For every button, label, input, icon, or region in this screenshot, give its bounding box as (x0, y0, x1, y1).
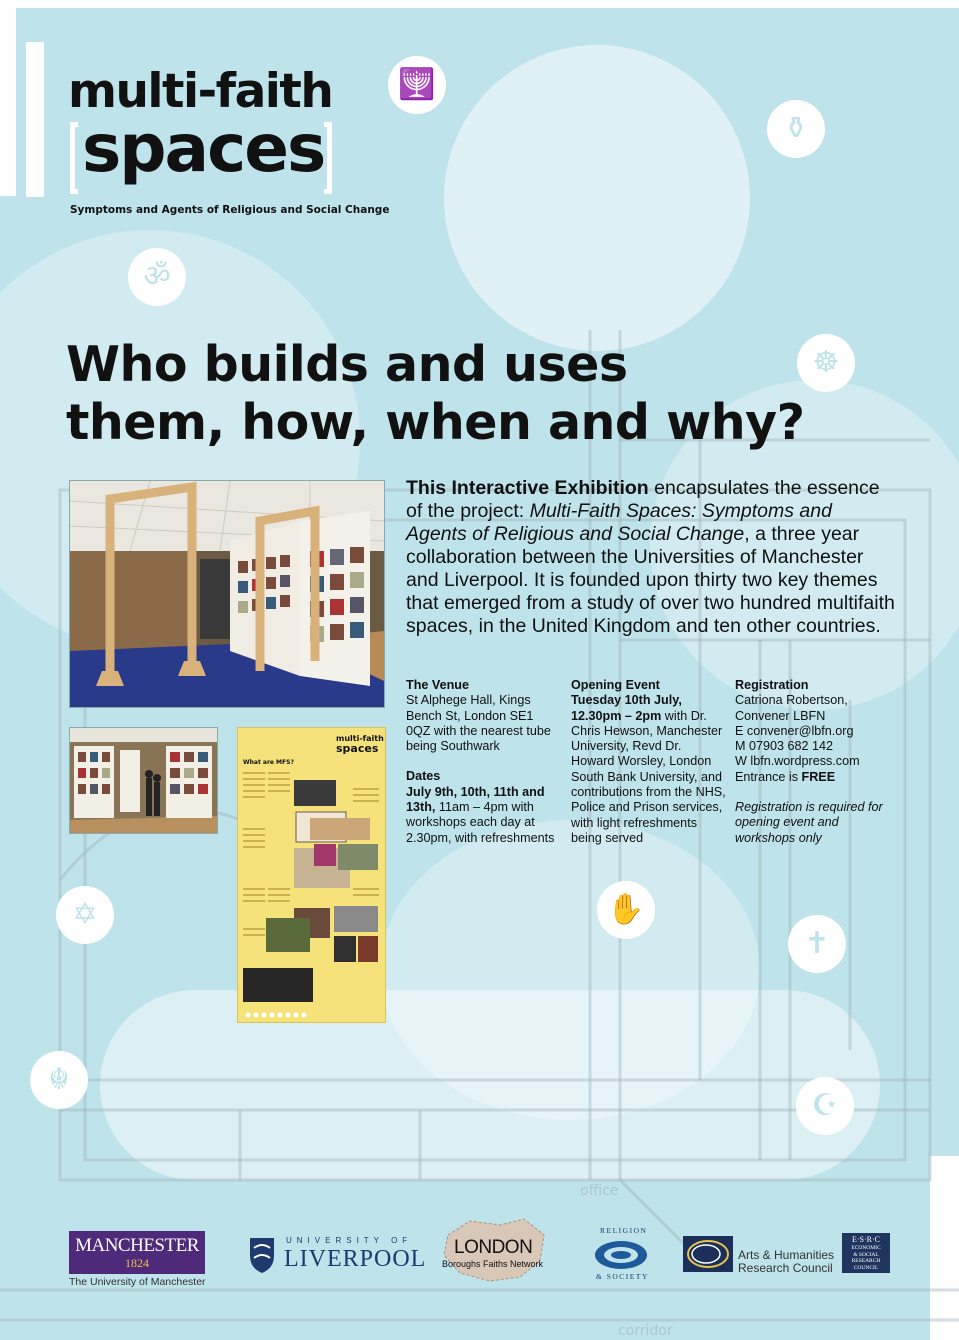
exhibition-panel-preview (237, 727, 386, 1023)
ahrc-line-2: Research Council (738, 1261, 833, 1275)
registration-contact: Catriona Robertson, Convener LBFN (735, 693, 848, 723)
exhibition-photo-main (69, 480, 385, 708)
venue-heading: The Venue (406, 678, 469, 692)
dates-text (406, 785, 556, 846)
email-label: E (735, 723, 744, 738)
dharma-wheel-icon: ☸ (797, 334, 855, 392)
entrance-free: FREE (801, 769, 836, 784)
manchester-logo-box (69, 1231, 205, 1274)
dates-heading: Dates (406, 769, 441, 784)
menorah-icon: 🕎 (388, 56, 446, 114)
registration-heading: Registration (735, 678, 809, 692)
dates-detail: 11am – 4pm with workshops each day at 2.30pm, with refreshments (406, 800, 555, 845)
logo-spaces (70, 110, 332, 194)
exhibition-photo-main-image (70, 481, 384, 707)
intro-text-1: encapsulates the essence of the project: (406, 477, 880, 522)
blueprint-label-office: office (580, 1183, 619, 1199)
web-label: W (735, 754, 747, 769)
esrc-line-2: ECONOMIC (851, 1245, 881, 1251)
religion-society-top: RELIGION (600, 1226, 648, 1235)
logo-tagline: Symptoms and Agents of Religious and Social Change (70, 204, 390, 216)
blueprint-label-corridor: corridor (618, 1323, 673, 1339)
cross-icon: ✝ (788, 915, 846, 973)
registration-note-text: Registration is required for opening event and workshops only (735, 800, 883, 845)
opening-bold: Tuesday 10th July, 12.30pm – 2pm (571, 693, 682, 723)
venue-text: St Alphege Hall, Kings Bench St, London SE1 0QZ with the nearest tube being Southwark (406, 693, 551, 754)
khanda-icon: ☬ (30, 1051, 88, 1109)
registration-email[interactable]: convener@lbfn.org (746, 723, 854, 738)
registration-note (735, 800, 885, 846)
liverpool-logo-top: UNIVERSITY OF (286, 1236, 413, 1245)
registration-column (735, 678, 885, 846)
manchester-logo (69, 1231, 205, 1289)
esrc-line-4: RESEARCH (851, 1258, 881, 1264)
panel-preview-title-1: multi-faith (336, 734, 384, 743)
esrc-line-5: COUNCIL (853, 1264, 879, 1271)
religion-society-logo (588, 1228, 654, 1282)
opening-heading: Opening Event (571, 678, 660, 692)
mobile-label: M (735, 739, 746, 754)
opening-text (571, 693, 727, 846)
lbfn-logo (440, 1217, 550, 1283)
intro-text-2: , a three year collaboration between the Universities of Manchester and Liverpool. It is founded upon thirty two key themes that emerged from a study of over two hundred multifaith spaces, in the United Kingdom and ten other countries. (406, 523, 895, 637)
lbfn-logo-sub: Boroughs Faiths Network (442, 1259, 544, 1269)
liverpool-logo-name: LIVERPOOL (284, 1246, 427, 1272)
logo-spaces-word: spaces (82, 110, 325, 187)
liverpool-logo (248, 1234, 427, 1278)
registration-entrance (735, 770, 885, 785)
ahrc-logo (683, 1236, 833, 1276)
star-of-david-icon: ✡ (56, 886, 114, 944)
headline-line-1: Who builds and uses (66, 336, 628, 393)
exhibition-photo-small (69, 727, 218, 834)
opening-event-column (571, 678, 727, 846)
manchester-logo-name: MANCHESTER (75, 1235, 199, 1256)
registration-mobile-line (735, 739, 885, 754)
lbfn-logo-name: LONDON (454, 1237, 533, 1258)
opening-detail: with Dr. Chris Hewson, Manchester University, Revd Dr. Howard Worsley, London South Bank University, and contributions from the NHS, Police and Prison services, with light refreshments being served (571, 708, 726, 845)
logo-bracket-left (70, 122, 78, 194)
venue-dates-column (406, 678, 556, 846)
dates-bold: July 9th, 10th, 11th and 13th, (406, 784, 545, 815)
intro-project-title: Multi-Faith Spaces: Symptoms and Agents of Religious and Social Change (406, 500, 832, 545)
manchester-logo-year: 1824 (125, 1256, 149, 1270)
manchester-logo-sub: The University of Manchester (69, 1276, 206, 1288)
hand-icon: ✋ (597, 881, 655, 939)
ahrc-line-1: Arts & Humanities (738, 1248, 835, 1262)
logo-bracket-right (324, 122, 332, 194)
registration-web-line (735, 754, 885, 769)
crescent-icon: ☪ (796, 1077, 854, 1135)
headline (66, 336, 926, 452)
urn-icon: ⚱ (767, 100, 825, 158)
religion-society-bottom: & SOCIETY (596, 1272, 649, 1281)
entrance-text: Entrance is (735, 769, 802, 784)
panel-preview-title-2: spaces (336, 742, 379, 755)
esrc-line-3: & SOCIAL (853, 1251, 879, 1258)
om-icon: ॐ (128, 248, 186, 306)
registration-mobile: 07903 682 142 (749, 739, 834, 754)
intro-lead: This Interactive Exhibition (406, 477, 649, 499)
esrc-logo (842, 1233, 890, 1273)
exhibition-photo-small-image (70, 728, 217, 833)
liverpool-crest-icon (248, 1236, 276, 1274)
intro-paragraph (406, 477, 896, 638)
registration-email-line (735, 724, 885, 739)
esrc-line-1: E·S·R·C (852, 1235, 880, 1244)
headline-line-2: them, how, when and why? (66, 394, 805, 451)
exhibition-panel-preview-image (238, 728, 385, 1022)
panel-preview-section: What are MFS? (243, 759, 294, 766)
logo-title: multi-faith (68, 64, 333, 119)
registration-web[interactable]: lbfn.wordpress.com (750, 754, 860, 769)
ahrc-emblem-icon (683, 1236, 733, 1272)
